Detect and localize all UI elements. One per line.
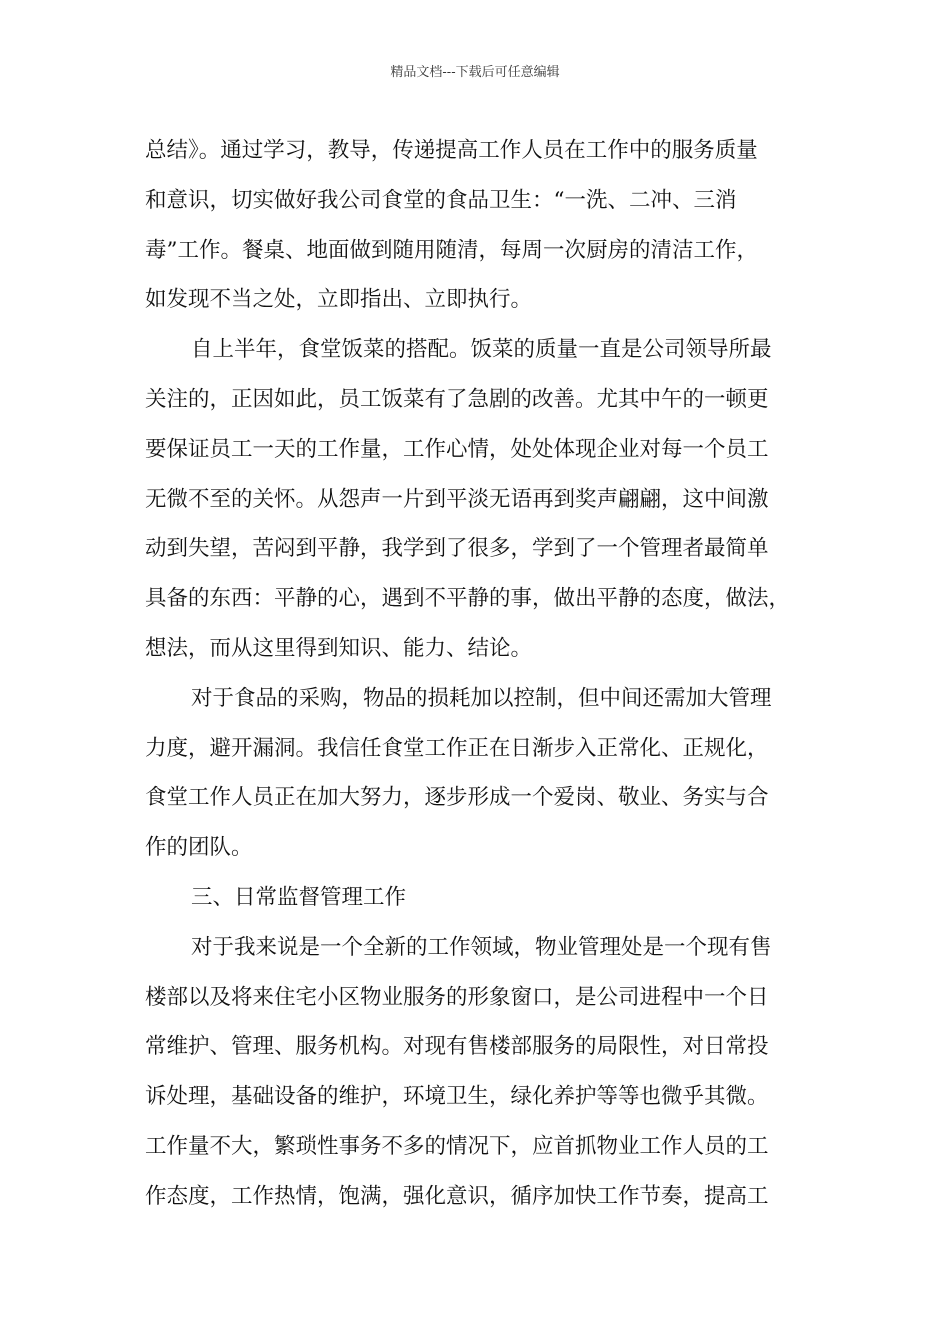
page-header: 精品文档---下载后可任意编辑 (390, 65, 560, 80)
text-line: 楼部以及将来住宅小区物业服务的形象窗口，是公司进程中一个日 (145, 984, 769, 1010)
text-line: 常维护、管理、服务机构。对现有售楼部服务的局限性，对日常投 (145, 1034, 769, 1060)
text-line: 具备的东西：平静的心，遇到不平静的事，做出平静的态度，做法， (145, 586, 791, 612)
text-line: 想法，而从这里得到知识、能力、结论。 (145, 635, 533, 661)
text-line: 要保证员工一天的工作量，工作心情，处处体现企业对每一个员工 (145, 436, 769, 462)
text-line: 自上半年，食堂饭菜的搭配。饭菜的质量一直是公司领导所最 (191, 337, 772, 363)
text-line: 无微不至的关怀。从怨声一片到平淡无语再到奖声翩翩，这中间激 (145, 486, 769, 512)
text-line: 作态度，工作热情，饱满，强化意识，循序加快工作节奏，提高工 (145, 1183, 769, 1209)
text-line: 和意识，切实做好我公司食堂的食品卫生：“一洗、二冲、三消 (145, 187, 737, 213)
text-line: 总结》。通过学习，教导，传递提高工作人员在工作中的服务质量 (145, 138, 758, 163)
text-line: 诉处理，基础设备的维护，环境卫生，绿化养护等等也微乎其微。 (145, 1084, 769, 1110)
text-line: 对于食品的采购，物品的损耗加以控制，但中间还需加大管理 (191, 685, 772, 711)
text-line: 食堂工作人员正在加大努力，逐步形成一个爱岗、敬业、务实与合 (145, 785, 769, 811)
section-heading: 三、日常监督管理工作 (191, 884, 407, 910)
text-line: 如发现不当之处，立即指出、立即执行。 (145, 287, 533, 313)
text-line: 毒”工作。餐桌、地面做到随用随清，每周一次厨房的清洁工作， (145, 237, 758, 263)
text-line: 对于我来说是一个全新的工作领域，物业管理处是一个现有售 (191, 934, 772, 960)
text-line: 动到失望，苦闷到平静，我学到了很多，学到了一个管理者最简单 (145, 536, 769, 562)
document-body (145, 126, 835, 1222)
text-line: 作的团队。 (145, 835, 253, 861)
text-line: 工作量不大，繁琐性事务不多的情况下，应首抓物业工作人员的工 (145, 1133, 769, 1159)
text-line: 力度，避开漏洞。我信任食堂工作正在日渐步入正常化、正规化， (145, 735, 769, 761)
text-line: 关注的，正因如此，员工饭菜有了急剧的改善。尤其中午的一顿更 (145, 386, 769, 412)
